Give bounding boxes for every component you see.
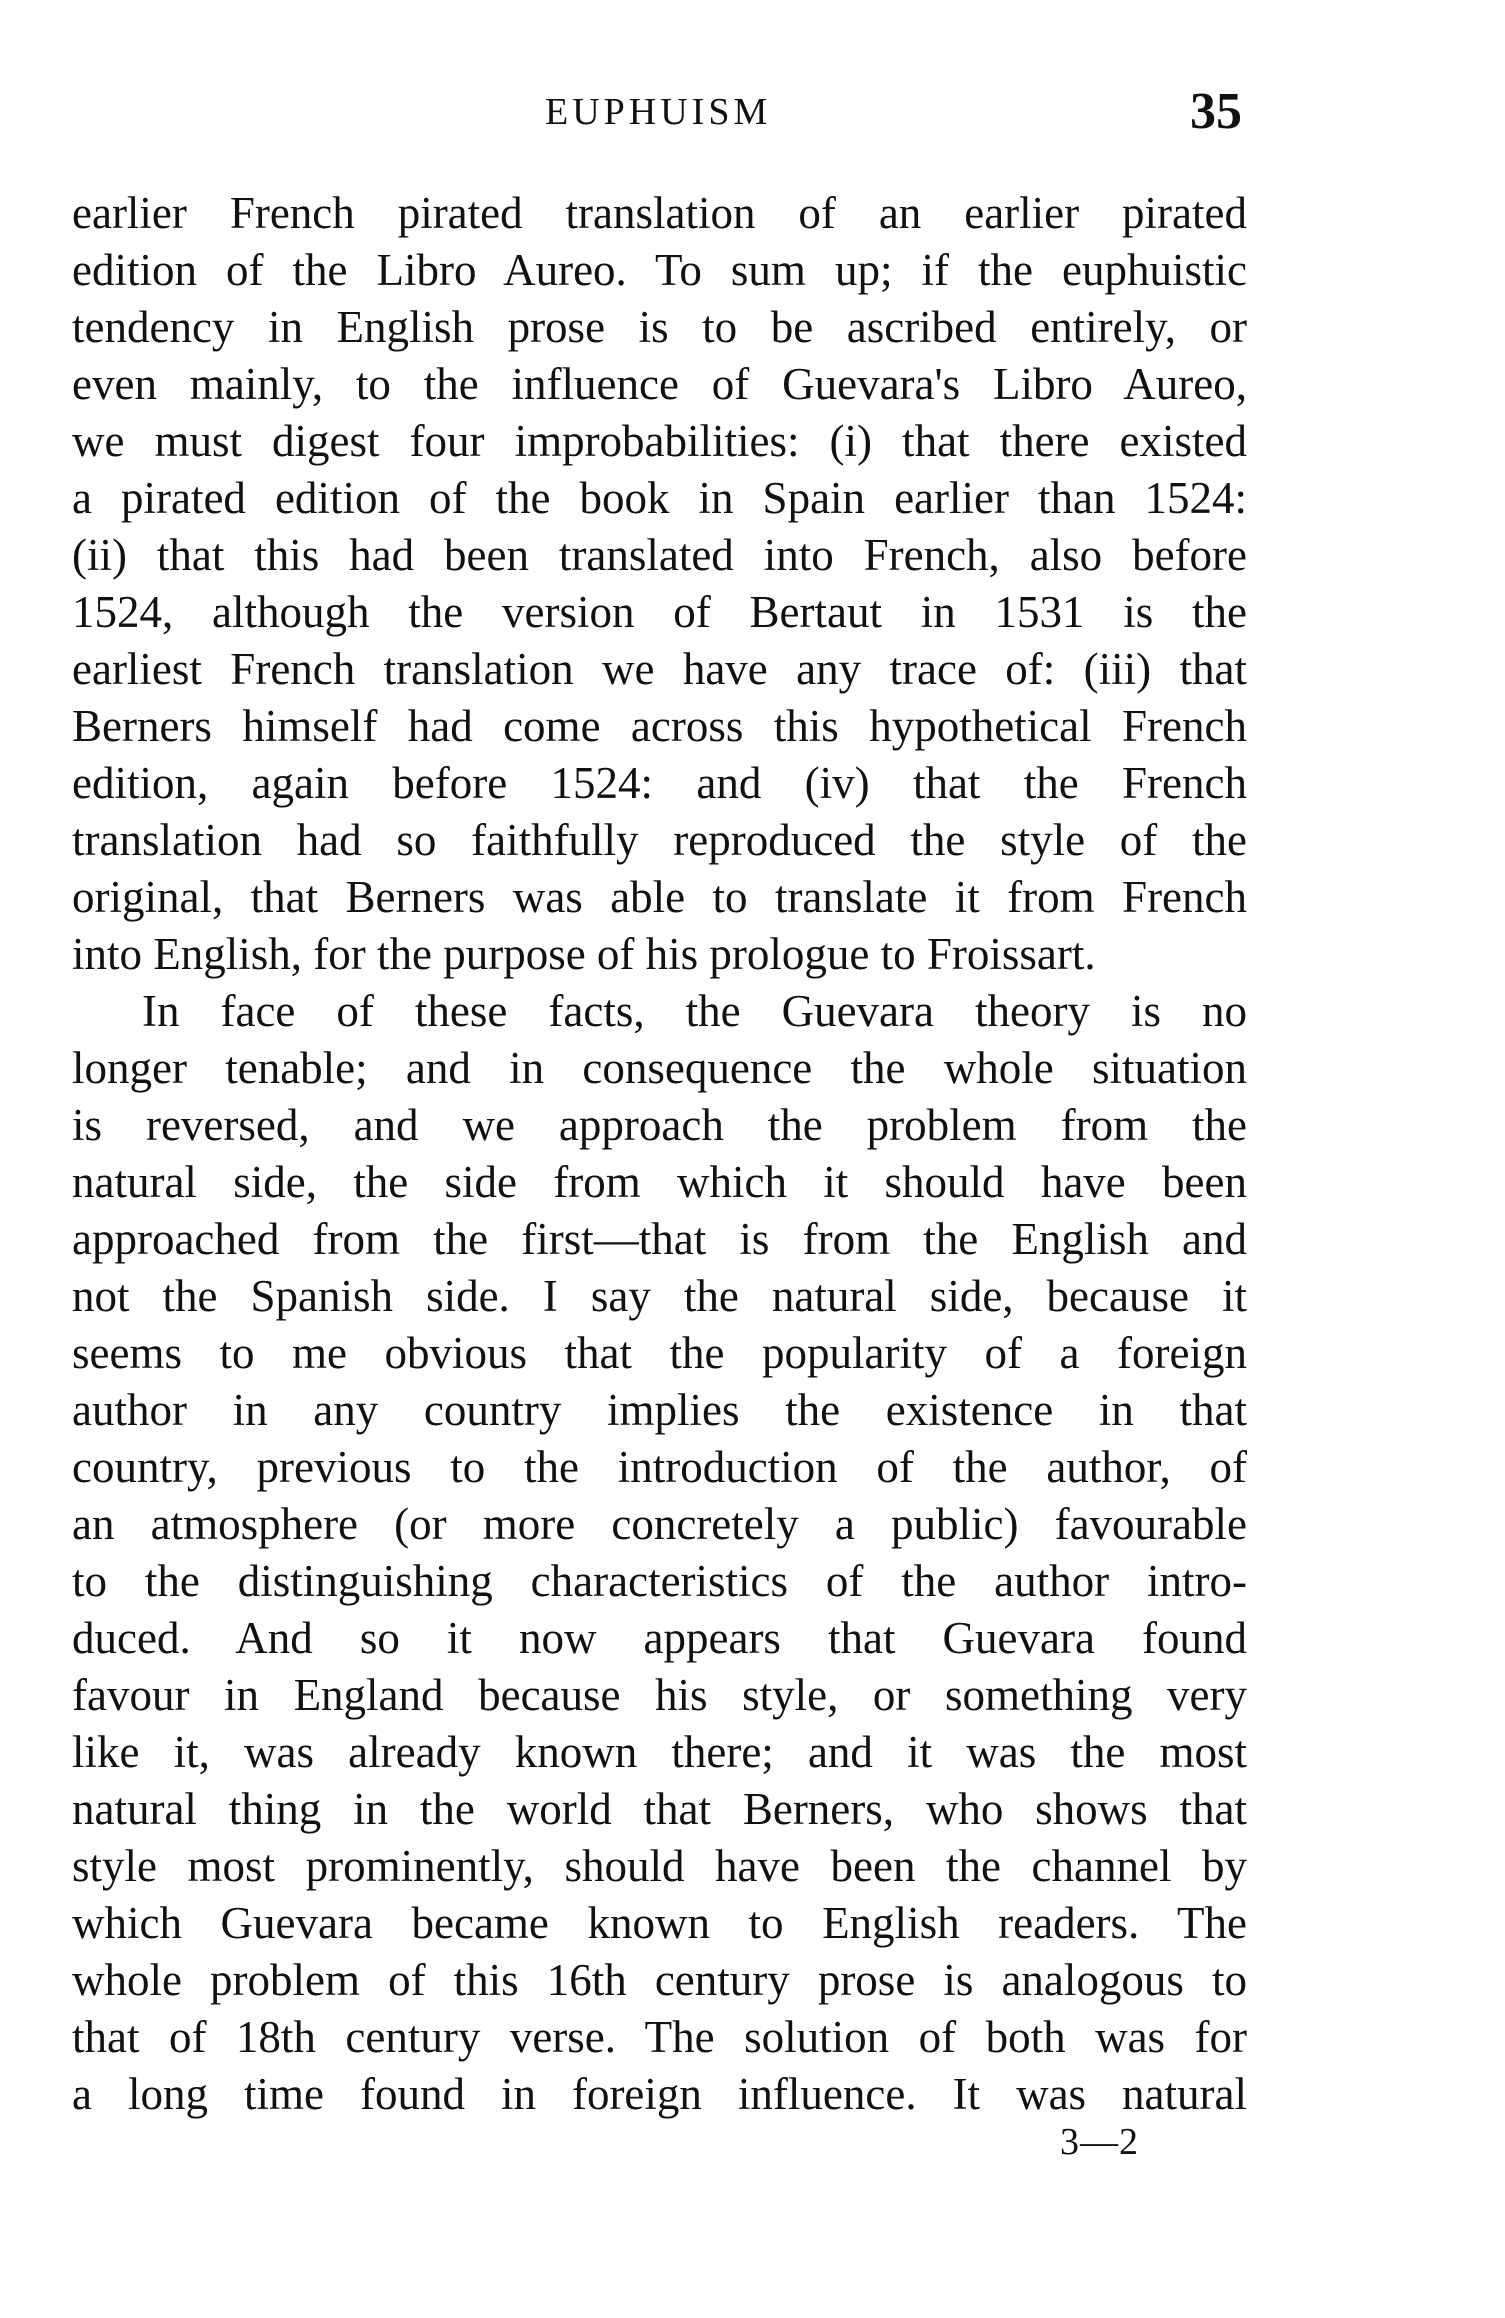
text-line: (ii) that this had been translated into French, also before bbox=[72, 530, 1247, 580]
running-head bbox=[0, 82, 1505, 152]
text-line: earliest French translation we have any trace of: (iii) that bbox=[72, 644, 1247, 694]
text-line: even mainly, to the influence of Guevara's Libro Aureo, bbox=[72, 359, 1247, 409]
text-line: 1524, although the version of Bertaut in 1531 is the bbox=[72, 587, 1247, 637]
text-line: edition of the Libro Aureo. To sum up; if the euphuistic bbox=[72, 245, 1247, 295]
text-line: which Guevara became known to English readers. The bbox=[72, 1898, 1247, 1948]
text-line: longer tenable; and in consequence the whole situation bbox=[72, 1043, 1247, 1093]
running-title: EUPHUISM bbox=[545, 91, 772, 133]
text-line: natural thing in the world that Berners, who shows that bbox=[72, 1784, 1247, 1834]
signature-mark: 3—2 bbox=[1060, 2121, 1139, 2163]
text-line: translation had so faithfully reproduced the style of the bbox=[72, 815, 1247, 865]
text-line: a pirated edition of the book in Spain earlier than 1524: bbox=[72, 473, 1247, 523]
text-line: into English, for the purpose of his prologue to Froissart. bbox=[72, 929, 1096, 979]
text-line: tendency in English prose is to be ascribed entirely, or bbox=[72, 302, 1247, 352]
text-line: we must digest four improbabilities: (i) that there existed bbox=[72, 416, 1247, 466]
text-line: like it, was already known there; and it was the most bbox=[72, 1727, 1247, 1777]
text-line: original, that Berners was able to translate it from French bbox=[72, 872, 1247, 922]
text-line: earlier French pirated translation of an earlier pirated bbox=[72, 188, 1247, 238]
text-line: natural side, the side from which it should have been bbox=[72, 1157, 1247, 1207]
text-line: style most prominently, should have been the channel by bbox=[72, 1841, 1247, 1891]
text-line: duced. And so it now appears that Guevara found bbox=[72, 1613, 1247, 1663]
text-line: favour in England because his style, or something very bbox=[72, 1670, 1247, 1720]
text-line: author in any country implies the existence in that bbox=[72, 1385, 1247, 1435]
body-text bbox=[72, 185, 1247, 2123]
text-line: that of 18th century verse. The solution of both was for bbox=[72, 2012, 1247, 2062]
text-line: country, previous to the introduction of the author, of bbox=[72, 1442, 1247, 1492]
text-line: whole problem of this 16th century prose is analogous to bbox=[72, 1955, 1247, 2005]
paragraph-start-line: In face of these facts, the Guevara theory is no bbox=[142, 986, 1247, 1036]
text-line: seems to me obvious that the popularity of a foreign bbox=[72, 1328, 1247, 1378]
text-line: approached from the first—that is from the English and bbox=[72, 1214, 1247, 1264]
text-line: Berners himself had come across this hypothetical French bbox=[72, 701, 1247, 751]
text-line: a long time found in foreign influence. It was natural bbox=[72, 2069, 1247, 2119]
text-line: edition, again before 1524: and (iv) that the French bbox=[72, 758, 1247, 808]
text-line: an atmosphere (or more concretely a public) favourable bbox=[72, 1499, 1247, 1549]
text-line: is reversed, and we approach the problem from the bbox=[72, 1100, 1247, 1150]
page-number: 35 bbox=[1190, 83, 1242, 140]
text-line: not the Spanish side. I say the natural side, because it bbox=[72, 1271, 1247, 1321]
text-line: to the distinguishing characteristics of the author intro- bbox=[72, 1556, 1247, 1606]
